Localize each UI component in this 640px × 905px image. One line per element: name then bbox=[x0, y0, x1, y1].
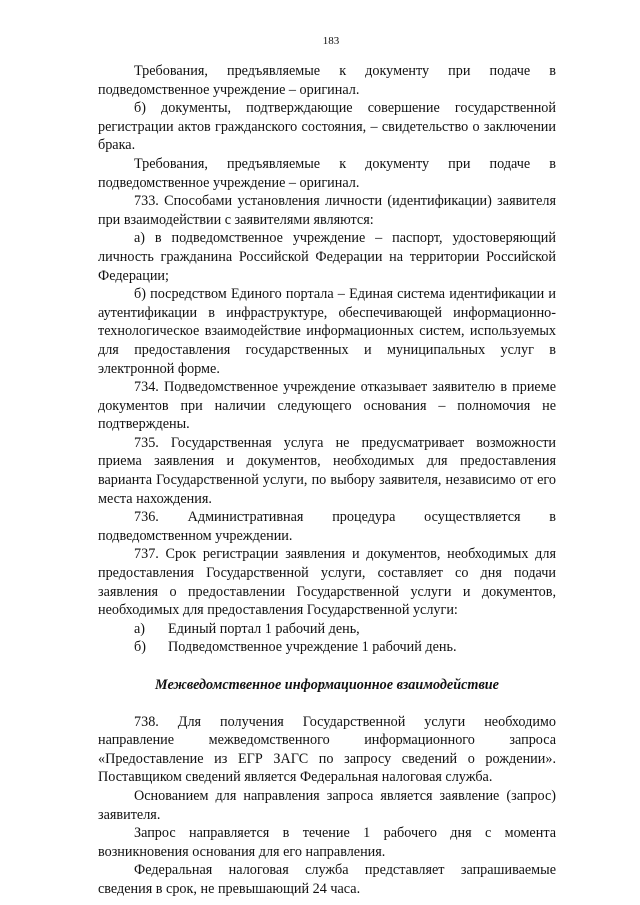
paragraph-734: 734. Подведомственное учреждение отказывает заявителю в приеме документов при наличии следующего основания – полномочия не подтверждены. bbox=[98, 379, 556, 433]
section-heading: Межведомственное информационное взаимодействие bbox=[155, 677, 499, 693]
paragraph-733-b: б) посредством Единого портала – Единая система идентификации и аутентификации в инфраструктуре, обеспечивающей информационно-технологическое взаимодействие информационных систем, используемых для предоставления государственных и муниципальных услуг в электронной форме. bbox=[98, 286, 556, 377]
paragraph-733: 733. Способами установления личности (идентификации) заявителя при взаимодействии с заявителями являются: bbox=[98, 193, 556, 228]
list-item-text: Единый портал 1 рабочий день, bbox=[168, 620, 360, 637]
paragraph-request-basis: Основанием для направления запроса является заявление (запрос) заявителя. bbox=[98, 787, 556, 823]
paragraph-requirements-2: Требования, предъявляемые к документу при подаче в подведомственное учреждение – оригинал. bbox=[98, 155, 556, 191]
list-item-text: Подведомственное учреждение 1 рабочий день. bbox=[168, 639, 457, 656]
list-marker: а) bbox=[134, 620, 146, 637]
list-marker: б) bbox=[134, 639, 146, 656]
paragraph-marriage-certificate: б) документы, подтверждающие совершение государственной регистрации актов гражданского состояния, – свидетельство о заключении брака. bbox=[98, 100, 556, 154]
list-item-institution bbox=[134, 638, 556, 657]
paragraph-fns-response: Федеральная налоговая служба представляет запрашиваемые сведения в срок, не превышающий 24 часа. bbox=[98, 862, 556, 897]
paragraph-737: 737. Срок регистрации заявления и документов, необходимых для предоставления Государственной услуги, составляет со дня подачи заявления о предоставлении Государственной услуги и документов, необходимых для предоставления Государственной услуги: bbox=[98, 546, 556, 619]
list-item-portal bbox=[134, 620, 556, 639]
paragraph-requirements-1: Требования, предъявляемые к документу при подаче в подведомственное учреждение – оригинал. bbox=[98, 63, 556, 98]
paragraph-738: 738. Для получения Государственной услуги необходимо направление межведомственного информационного запроса «Предоставление из ЕГР ЗАГС по запросу сведений о рождении». Поставщиком сведений является Федеральная налоговая служба. bbox=[98, 713, 556, 786]
page-number: 183 bbox=[322, 35, 340, 47]
paragraph-request-timing: Запрос направляется в течение 1 рабочего дня с момента возникновения основания для его направления. bbox=[98, 825, 556, 860]
paragraph-733-a: а) в подведомственное учреждение – паспорт, удостоверяющий личность гражданина Российской Федерации на территории Российской Федерации; bbox=[98, 230, 556, 284]
paragraph-736: 736. Административная процедура осуществляется в подведомственном учреждении. bbox=[98, 509, 556, 544]
paragraph-735: 735. Государственная услуга не предусматривает возможности приема заявления и документов, необходимых для предоставления варианта Государственной услуги, по выбору заявителя, независимо от его места нахождения. bbox=[98, 434, 556, 507]
